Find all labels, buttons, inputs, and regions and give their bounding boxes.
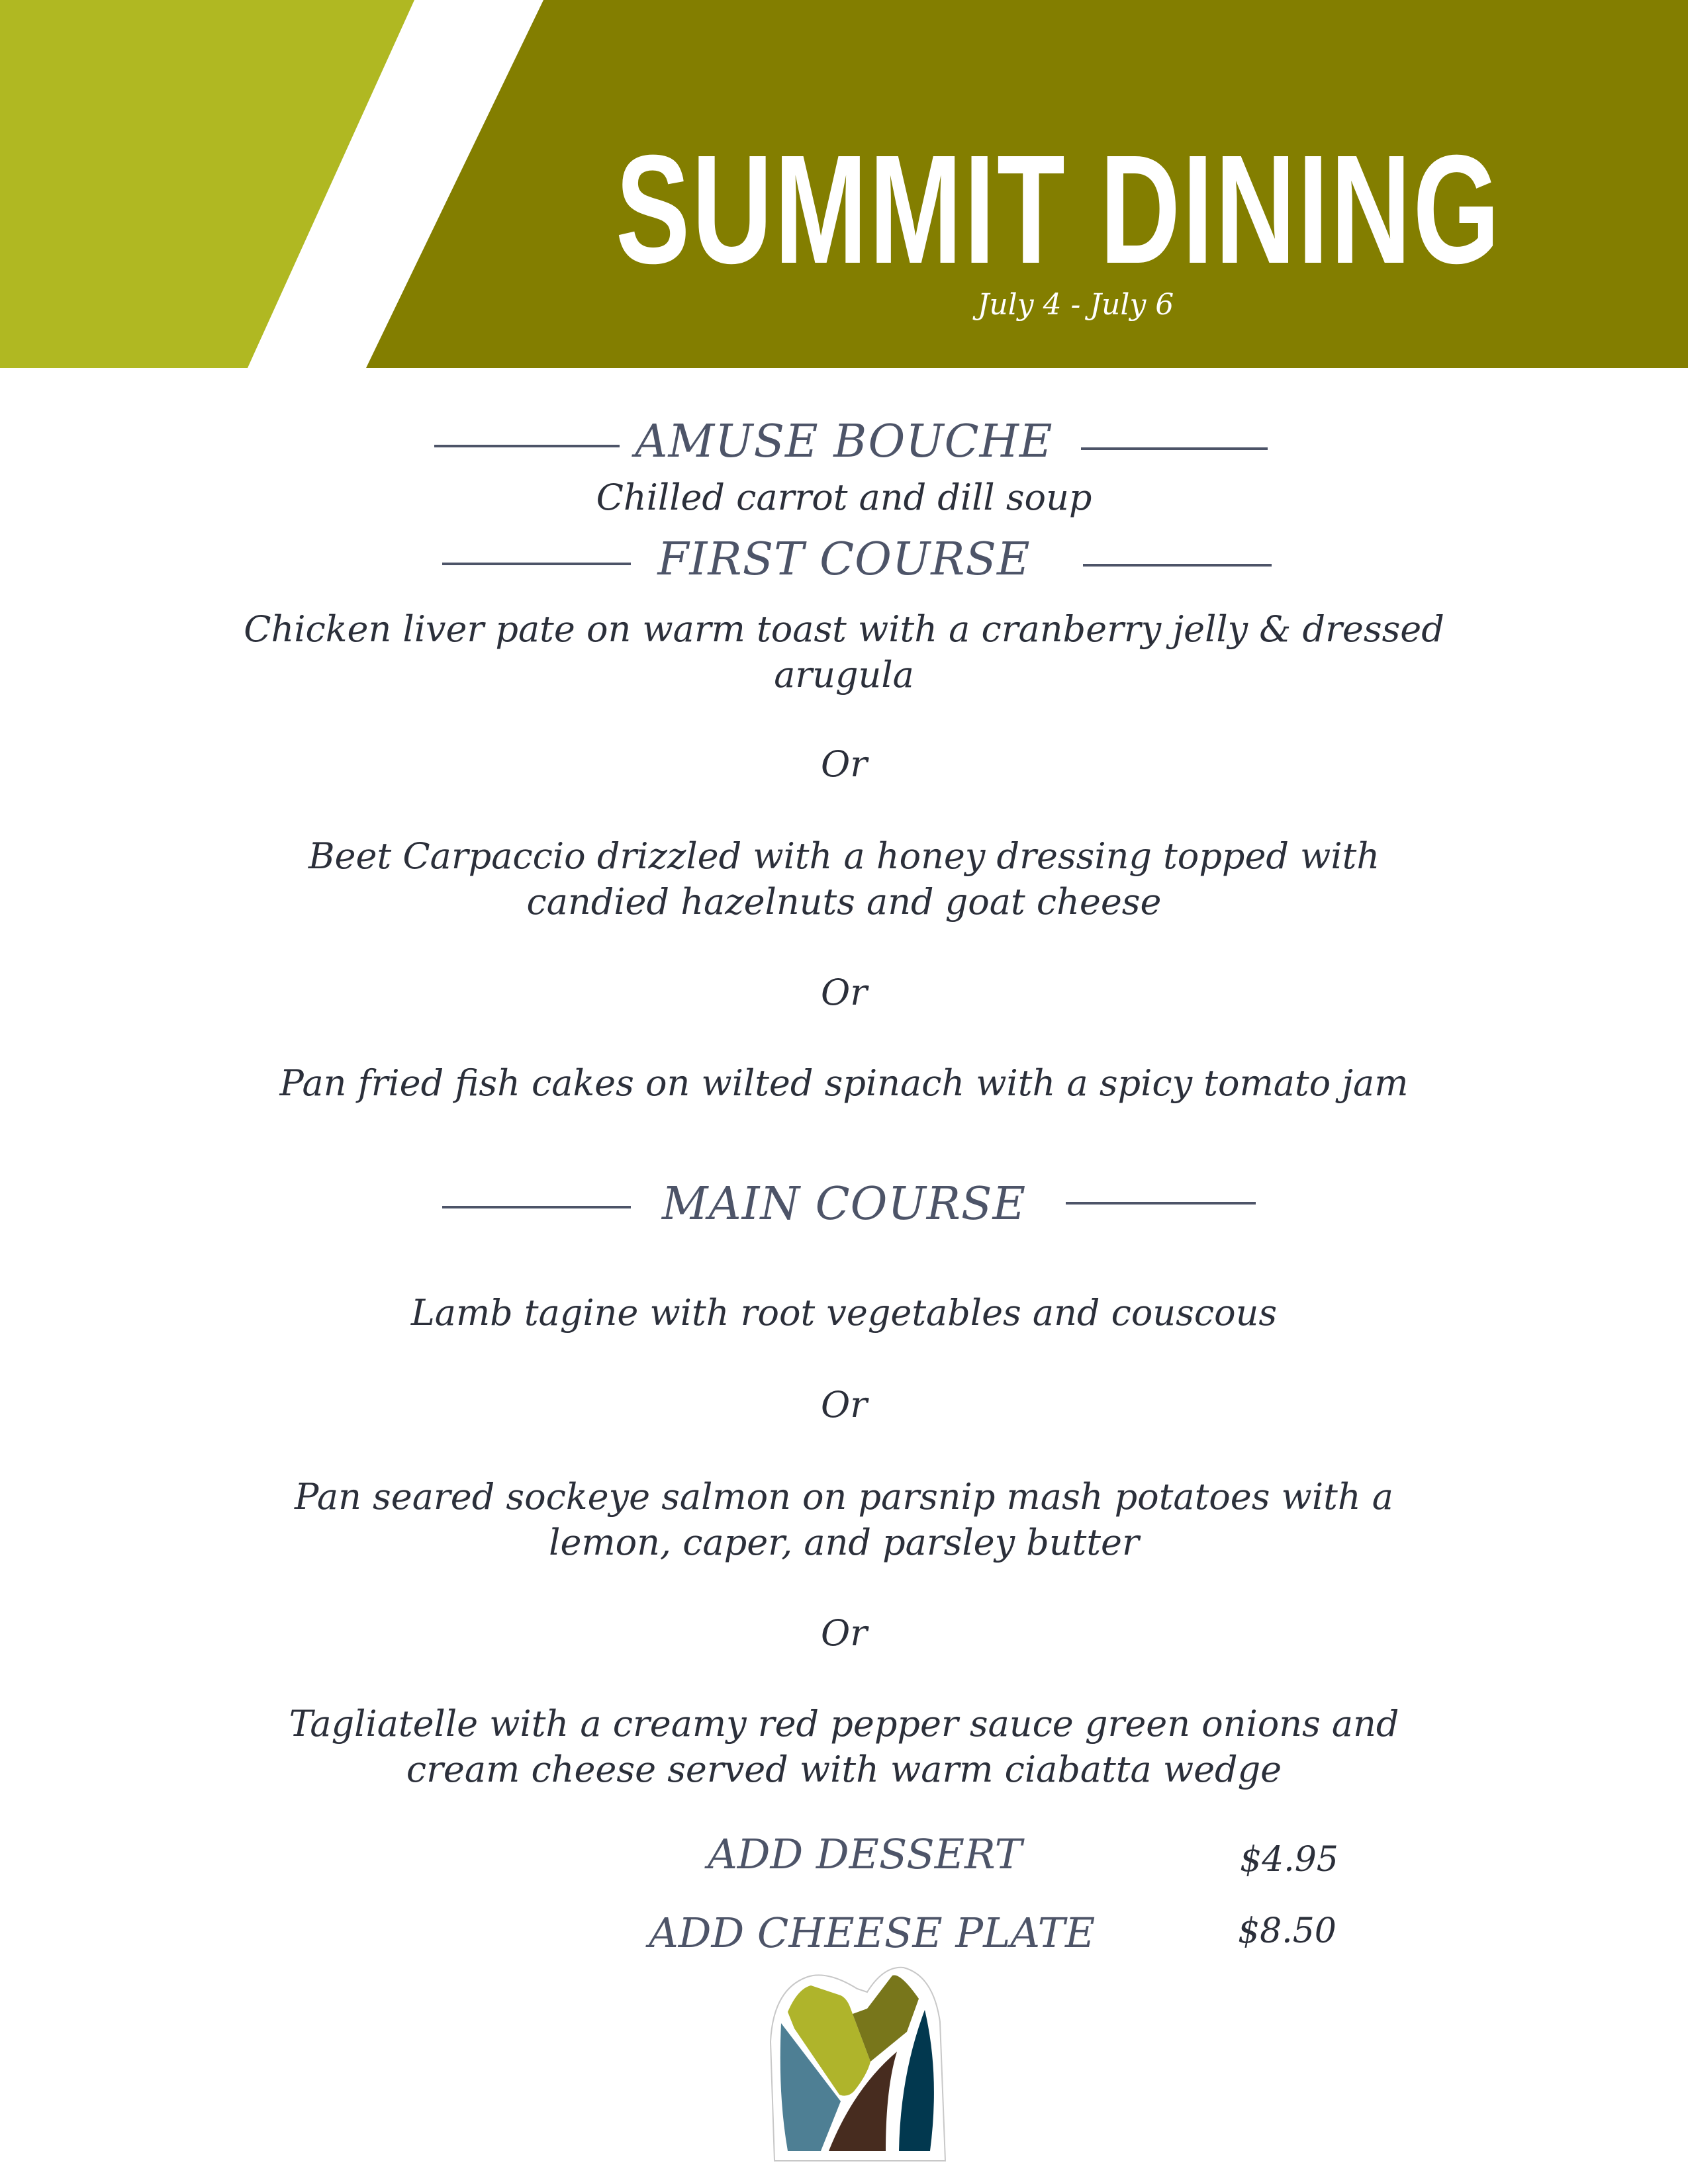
menu-item: Pan fried fish cakes on wilted spinach with a spicy tomato jam — [279, 1062, 1409, 1104]
addon-cheese-plate-label: ADD CHEESE PLATE — [649, 1909, 1096, 1957]
date-range: July 4 - July 6 — [977, 288, 1174, 322]
menu-item: lemon, caper, and parsley butter — [549, 1522, 1139, 1563]
addon-cheese-plate-price: $8.50 — [1238, 1911, 1336, 1951]
section-heading-main-course: MAIN COURSE — [661, 1178, 1027, 1230]
menu-item: cream cheese served with warm ciabatta wedge — [406, 1749, 1282, 1790]
menu-item: arugula — [774, 654, 914, 696]
addon-dessert-price: $4.95 — [1240, 1840, 1338, 1880]
section-heading-amuse-bouche: AMUSE BOUCHE — [635, 416, 1053, 468]
menu-item: Pan seared sockeye salmon on parsnip mash potatoes with a — [295, 1476, 1393, 1518]
menu-item: Lamb tagine with root vegetables and couscous — [410, 1292, 1278, 1334]
menu-item: Beet Carpaccio drizzled with a honey dressing topped with — [308, 835, 1380, 877]
summit-logo — [768, 1962, 948, 2164]
addon-dessert-label: ADD DESSERT — [708, 1830, 1022, 1878]
section-heading-first-course: FIRST COURSE — [657, 533, 1031, 586]
menu-item: Tagliatelle with a creamy red pepper sauce green onions and — [289, 1703, 1399, 1745]
header-light-green-panel — [0, 0, 414, 368]
menu-item: Chicken liver pate on warm toast with a cranberry jelly & dressed — [244, 608, 1444, 650]
or-separator: Or — [820, 1612, 868, 1654]
menu-item: Chilled carrot and dill soup — [596, 477, 1092, 518]
page-title: SUMMIT DINING — [616, 122, 1502, 296]
or-separator: Or — [820, 972, 868, 1013]
or-separator: Or — [820, 1384, 868, 1426]
menu-item: candied hazelnuts and goat cheese — [526, 881, 1162, 923]
or-separator: Or — [820, 743, 868, 785]
